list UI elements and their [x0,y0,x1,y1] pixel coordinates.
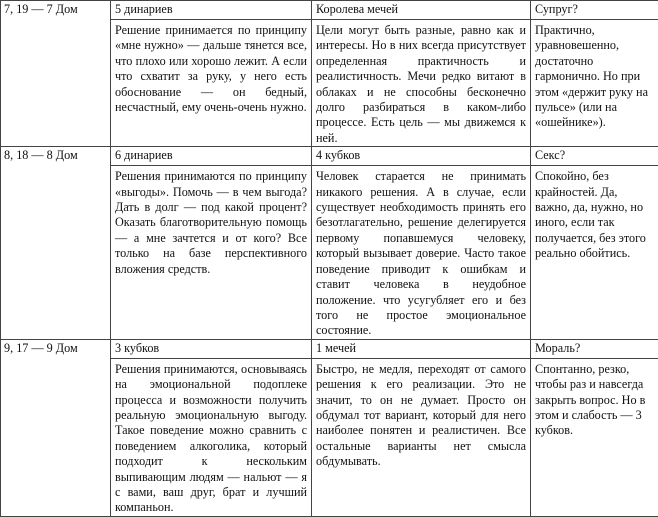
card-text: Цели могут быть разные, равно как и интересы. Но в них всегда присутствует определенная практичность и реалистичность. Мечи редко витают в облаках и не способны бесконечно долго разбираться в каком-либо процессе. Есть цель — мы движемся к ней. [316,20,526,146]
card-title: 4 кубков [312,147,530,166]
position-cell [1,147,111,339]
card-text: Быстро, не медля, переходят от самого решения к его реализации. Это не значит, то он не думает. Просто он обдумал тот вариант, который для него наиболее понятен и реалистичен. Все остальные варианты нет смысла обдумывать. [316,359,526,470]
position-cell [1,1,111,147]
card-title: 5 динариев [111,1,311,20]
card-title: Королева мечей [312,1,530,20]
question-title: Супруг? [531,1,658,20]
card-cell [312,1,531,147]
position-label: 7, 19 — 7 Дом [4,1,106,17]
question-cell [531,1,658,147]
question-title: Мораль? [531,340,658,359]
question-cell [531,147,658,339]
table-row [1,339,658,516]
card-text: Решения принимаются по принципу «выгоды». Помочь — в чем выгода? Дать в долг — под какой процент? Оказать благотворительную помощь — а мне зачтется и от кого? Все только на базе перспективного вложения средств. [115,166,307,277]
card-cell [312,147,531,339]
card-text: Решение принимается по принципу «мне нужно» — дальше тянется все, что плохо или хорошо лежит. А если что схватит за руку, у него есть обоснование — он бедный, несчастный, ему очень-очень нужно. [115,20,307,115]
card-text: Человек старается не принимать никакого решения. А в случае, если существует необходимость принять его безотлагательно, решение делегируется первому попавшемуся человеку, который вызывает доверие. Часто такое поведение приводит к ошибкам и ставит человека в неудобное положение. что усугубляет его и без того не простое эмоциональное состояние. [316,166,526,338]
table-row [1,147,658,339]
answer-text: Практично, уравновешенно, достаточно гармонично. Но при этом «держит руку на пульсе» (или на «ошейнике»). [535,20,654,131]
position-cell [1,339,111,516]
card-cell [111,1,312,147]
card-text: Решения принимаются, основываясь на эмоциональной подоплеке процесса и возможности получить реальную эмоциональную выгоду. Такое поведение можно сравнить с поведением алкоголика, который подходит к нескольким выпивающим людям — нальют — я с вами, ваш друг, брат и лучший компаньон. [115,359,307,516]
card-title: 3 кубков [111,340,311,359]
table-row [1,1,658,147]
card-title: 6 динариев [111,147,311,166]
card-cell [111,147,312,339]
answer-text: Спонтанно, резко, чтобы раз и навсегда закрыть вопрос. Но в этом и слабость — 3 кубков. [535,359,654,439]
card-title: 1 мечей [312,340,530,359]
card-cell [312,339,531,516]
question-title: Секс? [531,147,658,166]
position-label: 8, 18 — 8 Дом [4,147,106,163]
question-cell [531,339,658,516]
card-cell [111,339,312,516]
answer-text: Спокойно, без крайностей. Да, важно, да, нужно, но иного, если так получается, без этого реально обойтись. [535,166,654,261]
position-label: 9, 17 — 9 Дом [4,340,106,356]
